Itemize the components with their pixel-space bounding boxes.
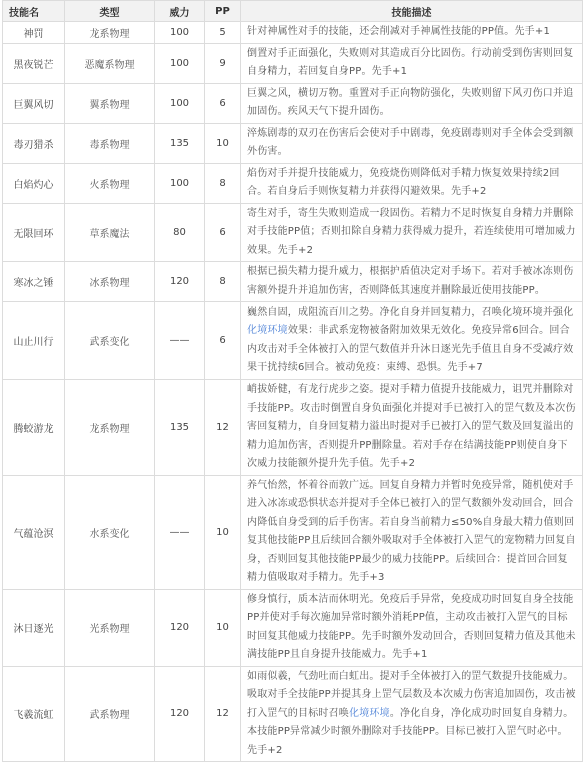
highlight-link[interactable]: 化境环境 xyxy=(247,325,288,336)
skill-description xyxy=(241,589,583,666)
skill-pp: 10 xyxy=(205,589,241,666)
skill-pp: 9 xyxy=(205,43,241,83)
skill-type: 龙系物理 xyxy=(65,380,155,476)
skill-pp: 12 xyxy=(205,380,241,476)
skill-pp: 10 xyxy=(205,123,241,163)
header-name: 技能名 xyxy=(3,1,65,22)
skill-type: 草系魔法 xyxy=(65,203,155,262)
skill-description xyxy=(241,83,583,123)
skill-type: 水系变化 xyxy=(65,475,155,589)
skill-description xyxy=(241,262,583,302)
skill-power: 120 xyxy=(155,666,205,762)
table-row xyxy=(3,262,583,302)
skill-name: 气蕴沧溟 xyxy=(3,475,65,589)
table-row xyxy=(3,666,583,762)
skill-name: 无限回环 xyxy=(3,203,65,262)
skill-pp: 8 xyxy=(205,163,241,203)
skill-power: 80 xyxy=(155,203,205,262)
skill-type: 光系物理 xyxy=(65,589,155,666)
table-row xyxy=(3,43,583,83)
skill-power: 135 xyxy=(155,380,205,476)
skill-pp: 6 xyxy=(205,302,241,380)
skill-name: 毒刃猎杀 xyxy=(3,123,65,163)
skill-power: —— xyxy=(155,302,205,380)
description-text: 巍然自固，成阻流百川之势。净化自身并回复精力，召唤化境环境并强化 xyxy=(247,306,574,318)
table-header-row xyxy=(3,1,583,22)
description-text: 倒置对手正面强化，失败则对其造成百分比固伤。行动前受到伤害则回复自身精力，若回复自身PP。先手+1 xyxy=(247,47,574,77)
table-row xyxy=(3,123,583,163)
skill-type: 毒系物理 xyxy=(65,123,155,163)
skill-type: 恶魔系物理 xyxy=(65,43,155,83)
skill-pp: 8 xyxy=(205,262,241,302)
skill-pp: 6 xyxy=(205,203,241,262)
table-row xyxy=(3,302,583,380)
skill-description xyxy=(241,22,583,44)
table-row xyxy=(3,475,583,589)
highlight-link[interactable]: 化境环境 xyxy=(349,707,390,719)
skill-name: 腾蛟游龙 xyxy=(3,380,65,476)
skill-description xyxy=(241,43,583,83)
skill-pp: 5 xyxy=(205,22,241,44)
skill-description xyxy=(241,123,583,163)
skill-name: 山止川行 xyxy=(3,302,65,380)
skill-power: 120 xyxy=(155,262,205,302)
description-text: 巨翼之风，横切万物。重置对手正向物防强化，失败则留下风刃伤口并追加固伤。疾风天气下提升固伤。 xyxy=(247,87,574,117)
table-row xyxy=(3,380,583,476)
skill-description xyxy=(241,666,583,762)
skill-name: 黑夜锐芒 xyxy=(3,43,65,83)
skill-name: 神罚 xyxy=(3,22,65,44)
skill-pp: 6 xyxy=(205,83,241,123)
skill-pp: 10 xyxy=(205,475,241,589)
description-text: 寄生对手，寄生失败则造成一段固伤。若精力不足时恢复自身精力并删除对手技能PP值；否则扣除自身精力获得威力提升，若连续使用可增加威力效果。先手+2 xyxy=(247,207,576,256)
description-text: 根据已损失精力提升威力，根据护盾值决定对手场下。若对手被冰冻则伤害额外提升并追加伤害，否则降低其速度并删除最近使用技能PP。 xyxy=(247,266,574,296)
skill-power: 100 xyxy=(155,43,205,83)
header-power: 威力 xyxy=(155,1,205,22)
skill-description xyxy=(241,380,583,476)
skill-power: 100 xyxy=(155,22,205,44)
table-row xyxy=(3,589,583,666)
description-text: 养气怡然，怀着谷而敦广远。回复自身精力并暂时免疫异常，随机使对手进入冰冻或恐惧状态并提对手全体已被打入的罡气数额外发动回合，回合内降低自身受到的后手伤害。若自身当前精力≤50%自身最大精力值则回复其他技能PP且后续回合额外吸取对手全体被打入罡气的宠物精力回复自身，否则回复其他技能PP最少的威力技能PP。后续回合：提首回合回复精力值吸取对手精力。先手+3 xyxy=(247,479,576,583)
skill-type: 武系变化 xyxy=(65,302,155,380)
skill-power: —— xyxy=(155,475,205,589)
description-text: 针对神属性对手的技能，还会削减对手神属性技能的PP值。先手+1 xyxy=(247,26,551,37)
skill-type: 火系物理 xyxy=(65,163,155,203)
description-text: 。净化自身，净化成功时回复自身精力。本技能PP异常减少时额外删除对手技能PP。目标已被打入罡气时必中。先手+2 xyxy=(247,707,574,756)
skill-power: 120 xyxy=(155,589,205,666)
skill-type: 龙系物理 xyxy=(65,22,155,44)
skill-type: 冰系物理 xyxy=(65,262,155,302)
skill-description xyxy=(241,475,583,589)
header-desc: 技能描述 xyxy=(241,1,583,22)
skill-name: 飞羲流虹 xyxy=(3,666,65,762)
description-text: 峭拔娇健，有龙行虎步之姿。提对手精力值提升技能威力，诅咒并删除对手技能PP。攻击时倒置自身负面强化并提对手已被打入的罡气数及本次伤害回复精力，自身回复精力溢出时提对手已被打入的罡气数及回复溢出的精力追加伤害，否则提升PP删除量。若对手存在结满技能PP则使自身下次威力技能额外提升先手值。先手+2 xyxy=(247,384,576,469)
description-text: 修身慎行，质本洁而休明光。免疫后手异常，免疫成功时回复自身全技能PP并使对手每次施加异常时额外消耗PP值，主动攻击被打入罡气的目标时回复其他威力技能PP。先手时额外发动回合，否则回复精力值及其他未满技能PP且自身提升技能威力。先手+1 xyxy=(247,593,576,660)
skill-power: 135 xyxy=(155,123,205,163)
skill-type: 翼系物理 xyxy=(65,83,155,123)
skill-type: 武系物理 xyxy=(65,666,155,762)
table-row xyxy=(3,22,583,44)
skills-table xyxy=(2,0,583,762)
description-text: 如雨似羲，气劲吐而白虹出。提对手全体被打入的罡气数提升技能威力。吸取对手全技能PP并提其身上罡气层数及本次威力伤害追加固伤，攻击被打入罡气的目标时召唤 xyxy=(247,670,576,719)
table-row xyxy=(3,83,583,123)
skill-power: 100 xyxy=(155,163,205,203)
header-pp: PP xyxy=(205,1,241,22)
skill-name: 巨翼风切 xyxy=(3,83,65,123)
skill-name: 沐日逐光 xyxy=(3,589,65,666)
table-row xyxy=(3,163,583,203)
description-text: 焰伤对手并提升技能威力，免疫烧伤则降低对手精力恢复效果持续2回合。若自身后手则恢复精力并获得闪避效果。先手+2 xyxy=(247,167,560,197)
table-row xyxy=(3,203,583,262)
skill-name: 白焰灼心 xyxy=(3,163,65,203)
skill-description xyxy=(241,203,583,262)
skill-power: 100 xyxy=(155,83,205,123)
skill-pp: 12 xyxy=(205,666,241,762)
skill-description xyxy=(241,163,583,203)
skill-name: 寒冰之锤 xyxy=(3,262,65,302)
header-type: 类型 xyxy=(65,1,155,22)
skill-description xyxy=(241,302,583,380)
description-text: 效果：非武系宠物被备附加效果无效化。免疫异常6回合。回合内攻击对手全体被打入的罡气数值并升沐日逐光先手值且自身不受减疗效果干扰持续6回合。被动免疫：束缚、恐惧。先手+7 xyxy=(247,325,574,373)
description-text: 淬炼剧毒的双刃在伤害后会使对手中剧毒，免疫剧毒则对手全体会受到额外伤害。 xyxy=(247,127,574,157)
